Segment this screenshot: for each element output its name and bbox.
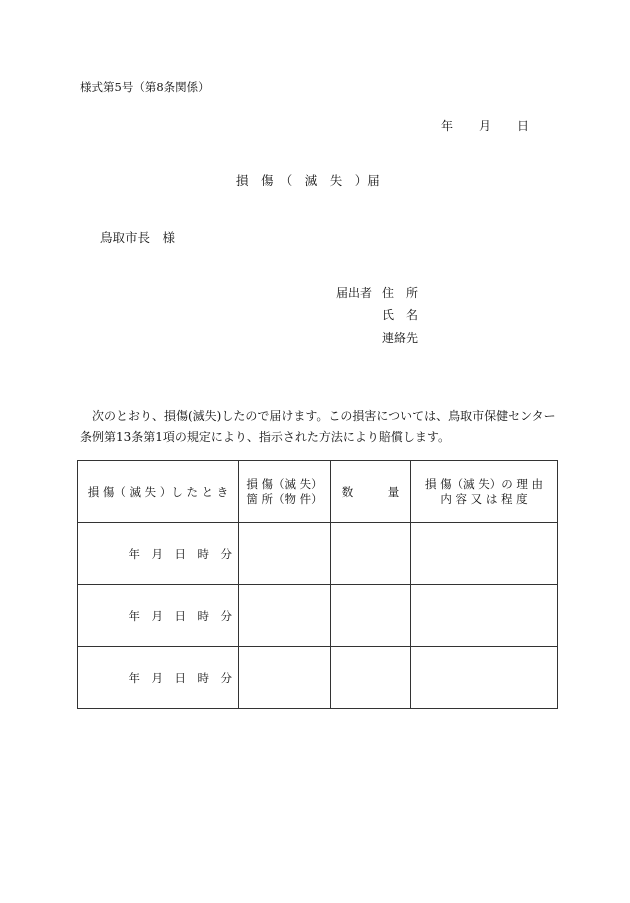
document-title: 損 傷 （ 滅 失 ）届	[236, 173, 380, 188]
body-text	[80, 406, 560, 448]
header-quantity: 数 量	[331, 461, 411, 523]
table-row	[78, 523, 558, 585]
table-row	[78, 585, 558, 647]
location-cell[interactable]	[239, 647, 331, 709]
applicant-block	[336, 287, 456, 347]
table-header-row	[78, 461, 558, 523]
date-year-label: 年	[441, 119, 454, 133]
quantity-cell[interactable]	[331, 585, 411, 647]
header-location-line2: 箇 所（物 件）	[246, 491, 323, 506]
body-line-1: 次のとおり、損傷(滅失)したので届けます。この損害については、鳥取市保健センター	[92, 409, 556, 423]
date-month-label: 月	[479, 119, 492, 133]
address-label: 住 所	[382, 286, 419, 300]
name-label: 氏 名	[382, 308, 419, 322]
addressee: 鳥取市長 様	[100, 230, 176, 245]
header-reason-line2: 内 容 又 は 程 度	[440, 491, 528, 506]
location-cell[interactable]	[239, 523, 331, 585]
damage-table	[77, 460, 558, 709]
reason-cell[interactable]	[411, 647, 558, 709]
reason-cell[interactable]	[411, 523, 558, 585]
quantity-cell[interactable]	[331, 647, 411, 709]
when-cell[interactable]: 年 月 日 時 分	[78, 647, 239, 709]
date-line	[441, 120, 529, 132]
form-number: 様式第5号（第8条関係）	[80, 80, 210, 94]
header-location	[239, 461, 331, 523]
date-day-label: 日	[517, 119, 530, 133]
header-location-line1: 損 傷（滅 失）	[246, 476, 323, 491]
body-line-2: 条例第13条第1項の規定により、指示された方法により賠償します。	[80, 430, 450, 444]
reason-cell[interactable]	[411, 585, 558, 647]
header-reason	[411, 461, 558, 523]
when-cell[interactable]: 年 月 日 時 分	[78, 585, 239, 647]
header-reason-line1: 損 傷（滅 失）の 理 由	[424, 476, 544, 491]
location-cell[interactable]	[239, 585, 331, 647]
contact-label: 連絡先	[382, 331, 419, 345]
quantity-cell[interactable]	[331, 523, 411, 585]
header-when: 損 傷（ 滅 失 ）し た と き	[78, 461, 239, 523]
table-row	[78, 647, 558, 709]
applicant-label: 届出者	[336, 286, 373, 300]
when-cell[interactable]: 年 月 日 時 分	[78, 523, 239, 585]
